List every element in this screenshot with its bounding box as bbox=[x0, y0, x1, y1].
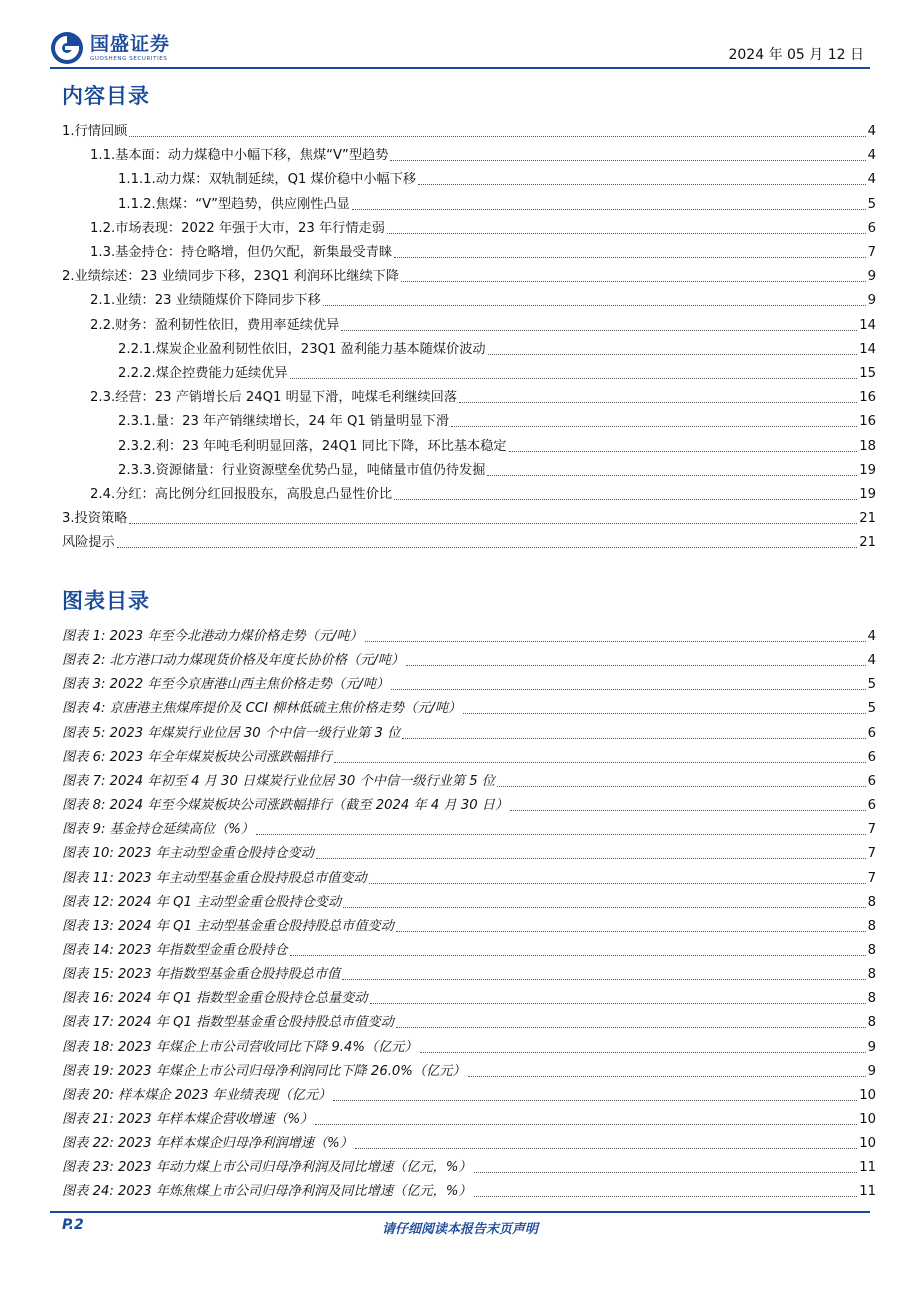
figure-entry-page: 5 bbox=[867, 701, 876, 717]
dot-leader bbox=[474, 1196, 858, 1197]
toc-entry[interactable] bbox=[90, 385, 876, 407]
toc-entry-title: 2.3.3.资源储量：行业资源壁垒优势凸显，吨储量市值仍待发掘 bbox=[118, 462, 486, 478]
toc-entry-title: 2.业绩综述：23 业绩同步下移，23Q1 利润环比继续下降 bbox=[62, 269, 400, 285]
figure-entry[interactable] bbox=[62, 962, 876, 984]
figure-entry[interactable] bbox=[62, 745, 876, 767]
toc-heading: 内容目录 bbox=[62, 84, 150, 108]
figure-entry-title: 图表 9: 基金持仓延续高位（%） bbox=[62, 822, 254, 838]
logo-english-name: GUOSHENG SECURITIES bbox=[90, 56, 168, 62]
figure-entry-page: 9 bbox=[867, 1039, 876, 1055]
toc-entry-title: 2.2.2.煤企控费能力延续优异 bbox=[118, 366, 288, 381]
toc-entry-page: 6 bbox=[867, 220, 876, 236]
figure-entry[interactable] bbox=[62, 866, 876, 888]
figure-entry-page: 6 bbox=[867, 749, 876, 765]
figure-entry-title: 图表 11: 2023 年主动型基金重仓股持股总市值变动 bbox=[62, 870, 367, 886]
figure-entry-title: 图表 18: 2023 年煤企上市公司营收同比下降 9.4%（亿元） bbox=[62, 1039, 418, 1055]
toc-entry-title: 1.1.2.焦煤：“V”型趋势，供应刚性凸显 bbox=[118, 196, 350, 212]
dot-leader bbox=[463, 713, 865, 714]
dot-leader bbox=[451, 426, 857, 427]
figure-entry[interactable] bbox=[62, 648, 876, 670]
dot-leader bbox=[323, 305, 866, 306]
figure-entry[interactable] bbox=[62, 672, 876, 694]
header-divider bbox=[50, 67, 870, 69]
figure-entry-title: 图表 23: 2023 年动力煤上市公司归母净利润及同比增速（亿元，%） bbox=[62, 1160, 472, 1176]
toc-entry[interactable] bbox=[90, 313, 876, 335]
figure-entry[interactable] bbox=[62, 1010, 876, 1032]
toc-entry-page: 21 bbox=[859, 511, 876, 527]
figure-entry[interactable] bbox=[62, 1083, 876, 1105]
dot-leader bbox=[370, 1003, 866, 1004]
figure-entry-page: 9 bbox=[867, 1063, 876, 1079]
figure-entry-title: 图表 22: 2023 年样本煤企归母净利润增速（%） bbox=[62, 1136, 353, 1152]
report-date: 2024 年 05 月 12 日 bbox=[728, 47, 864, 63]
figure-entry-page: 5 bbox=[867, 677, 876, 693]
dot-leader bbox=[394, 257, 866, 258]
toc-entry-title: 2.2.1.煤炭企业盈利韧性依旧，23Q1 盈利能力基本随煤价波动 bbox=[118, 341, 486, 357]
figure-entry-page: 8 bbox=[867, 991, 876, 1007]
figure-entry[interactable] bbox=[62, 1107, 876, 1129]
toc-entry-title: 风险提示 bbox=[62, 535, 115, 551]
figure-entry-title: 图表 10: 2023 年主动型金重仓股持仓变动 bbox=[62, 846, 314, 862]
dot-leader bbox=[316, 858, 866, 859]
figure-entry-page: 7 bbox=[867, 846, 876, 862]
toc-entry-title: 3.投资策略 bbox=[62, 511, 128, 527]
figure-entry-title: 图表 17: 2024 年 Q1 指数型基金重仓股持股总市值变动 bbox=[62, 1015, 394, 1031]
toc-entry[interactable] bbox=[118, 434, 876, 456]
figure-entry-page: 4 bbox=[867, 629, 876, 644]
dot-leader bbox=[497, 786, 866, 787]
toc-entry-page: 5 bbox=[867, 196, 876, 212]
toc-entry-title: 2.3.2.利：23 年吨毛利明显回落，24Q1 同比下降，环比基本稳定 bbox=[118, 438, 507, 454]
figure-entry-title: 图表 3: 2022 年至今京唐港山西主焦价格走势（元/吨） bbox=[62, 677, 390, 693]
figure-entry-title: 图表 1: 2023 年至今北港动力煤价格走势（元/吨） bbox=[62, 629, 363, 644]
figure-entry-title: 图表 7: 2024 年初至 4 月 30 日煤炭行业位居 30 个中信一级行业第 5 位 bbox=[62, 773, 495, 789]
dot-leader bbox=[315, 1124, 857, 1125]
toc-entry-title: 1.2.市场表现：2022 年强于大市，23 年行情走弱 bbox=[90, 220, 385, 236]
toc-entry-page: 19 bbox=[859, 462, 876, 478]
figure-entry-page: 8 bbox=[867, 918, 876, 934]
dot-leader bbox=[365, 641, 866, 642]
figure-entry-page: 6 bbox=[867, 773, 876, 789]
toc-entry-page: 7 bbox=[867, 245, 876, 260]
figure-entry-page: 4 bbox=[867, 653, 876, 669]
toc-entry-title: 2.3.1.量：23 年产销继续增长，24 年 Q1 销量明显下滑 bbox=[118, 414, 450, 430]
figure-entry-page: 8 bbox=[867, 894, 876, 910]
figure-entry[interactable] bbox=[62, 938, 876, 960]
figure-toc-heading: 图表目录 bbox=[62, 589, 150, 613]
figure-entry-page: 6 bbox=[867, 725, 876, 741]
dot-leader bbox=[129, 523, 857, 524]
dot-leader bbox=[290, 378, 858, 379]
figure-entry-page: 10 bbox=[859, 1136, 876, 1152]
dot-leader bbox=[406, 665, 865, 666]
toc-entry-title: 1.1.1.动力煤：双轨制延续，Q1 煤价稳中小幅下移 bbox=[118, 172, 417, 188]
figure-entry-page: 6 bbox=[867, 798, 876, 814]
dot-leader bbox=[333, 1100, 857, 1101]
figure-entry-title: 图表 20: 样本煤企 2023 年业绩表现（亿元） bbox=[62, 1087, 332, 1103]
figure-entry-title: 图表 4: 京唐港主焦煤库提价及 CCI 柳林低硫主焦价格走势（元/吨） bbox=[62, 701, 462, 717]
dot-leader bbox=[342, 979, 865, 980]
toc-entry[interactable] bbox=[118, 167, 876, 189]
toc-entry-page: 9 bbox=[867, 269, 876, 285]
toc-entry-page: 15 bbox=[859, 366, 876, 381]
dot-leader bbox=[468, 1076, 866, 1077]
dot-leader bbox=[402, 738, 865, 739]
dot-leader bbox=[394, 499, 857, 500]
dot-leader bbox=[487, 475, 857, 476]
toc-entry-title: 2.4.分红：高比例分红回报股东，高股息凸显性价比 bbox=[90, 487, 393, 502]
dot-leader bbox=[509, 451, 858, 452]
figure-entry-page: 8 bbox=[867, 967, 876, 983]
dot-leader bbox=[418, 184, 866, 185]
toc-entry-title: 2.2.财务：盈利韧性依旧，费用率延续优异 bbox=[90, 317, 340, 333]
toc-entry[interactable] bbox=[118, 409, 876, 431]
figure-entry-title: 图表 5: 2023 年煤炭行业位居 30 个中信一级行业第 3 位 bbox=[62, 725, 401, 741]
figure-entry-page: 8 bbox=[867, 942, 876, 958]
figure-entry-title: 图表 12: 2024 年 Q1 主动型金重仓股持仓变动 bbox=[62, 894, 342, 910]
toc-entry[interactable] bbox=[62, 119, 876, 141]
dot-leader bbox=[459, 402, 857, 403]
figure-entry-title: 图表 14: 2023 年指数型金重仓股持仓 bbox=[62, 942, 288, 958]
dot-leader bbox=[488, 354, 858, 355]
figure-entry[interactable] bbox=[62, 721, 876, 743]
page-header bbox=[50, 24, 870, 68]
dot-leader bbox=[510, 810, 865, 811]
toc-entry-page: 9 bbox=[867, 293, 876, 309]
dot-leader bbox=[352, 209, 866, 210]
toc-entry-title: 1.1.基本面：动力煤稳中小幅下移，焦煤“V”型趋势 bbox=[90, 148, 389, 164]
guosheng-logo-icon bbox=[50, 31, 84, 65]
toc-entry-title: 2.3.经营：23 产销增长后 24Q1 明显下滑，吨煤毛利继续回落 bbox=[90, 390, 458, 406]
page-number: P.2 bbox=[62, 1217, 84, 1233]
toc-entry-page: 21 bbox=[859, 535, 876, 551]
figure-entry-page: 7 bbox=[867, 822, 876, 838]
figure-entry-title: 图表 24: 2023 年炼焦煤上市公司归母净利润及同比增速（亿元，%） bbox=[62, 1184, 472, 1200]
toc-entry-page: 16 bbox=[859, 414, 876, 430]
toc-entry[interactable] bbox=[62, 264, 876, 286]
toc-entry-page: 19 bbox=[859, 487, 876, 502]
dot-leader bbox=[369, 883, 866, 884]
dot-leader bbox=[355, 1148, 857, 1149]
toc-entry-title: 1.行情回顾 bbox=[62, 124, 128, 139]
dot-leader bbox=[117, 547, 857, 548]
toc-entry-page: 4 bbox=[867, 172, 876, 188]
figure-entry[interactable] bbox=[62, 793, 876, 815]
figure-entry-title: 图表 13: 2024 年 Q1 主动型基金重仓股持股总市值变动 bbox=[62, 918, 394, 934]
figure-entry-page: 11 bbox=[859, 1184, 876, 1200]
toc-entry[interactable] bbox=[90, 240, 876, 262]
figure-entry-page: 7 bbox=[867, 870, 876, 886]
toc-entry[interactable] bbox=[90, 482, 876, 504]
figure-entry[interactable] bbox=[62, 890, 876, 912]
toc-entry-page: 4 bbox=[867, 124, 876, 139]
dot-leader bbox=[129, 136, 865, 137]
figure-entry[interactable] bbox=[62, 1131, 876, 1153]
dot-leader bbox=[401, 281, 866, 282]
figure-entry-page: 8 bbox=[867, 1015, 876, 1031]
toc-entry[interactable] bbox=[118, 337, 876, 359]
figure-entry[interactable] bbox=[62, 769, 876, 791]
figure-entry[interactable] bbox=[62, 1059, 876, 1081]
dot-leader bbox=[396, 1027, 866, 1028]
figure-entry[interactable] bbox=[62, 1035, 876, 1057]
figure-entry-title: 图表 16: 2024 年 Q1 指数型金重仓股持仓总量变动 bbox=[62, 991, 368, 1007]
figure-entry[interactable] bbox=[62, 1155, 876, 1177]
dot-leader bbox=[420, 1052, 866, 1053]
toc-entry[interactable] bbox=[118, 458, 876, 480]
figure-entry-title: 图表 19: 2023 年煤企上市公司归母净利润同比下降 26.0%（亿元） bbox=[62, 1063, 466, 1079]
figure-entry-title: 图表 2: 北方港口动力煤现货价格及年度长协价格（元/吨） bbox=[62, 653, 405, 669]
figure-entry-title: 图表 21: 2023 年样本煤企营收增速（%） bbox=[62, 1112, 314, 1127]
figure-entry-page: 10 bbox=[859, 1087, 876, 1103]
disclaimer-note: 请仔细阅读本报告末页声明 bbox=[381, 1222, 538, 1237]
toc-entry-page: 14 bbox=[859, 317, 876, 333]
dot-leader bbox=[391, 689, 865, 690]
figure-entry[interactable] bbox=[62, 624, 876, 646]
dot-leader bbox=[290, 955, 866, 956]
figure-entry-page: 10 bbox=[859, 1112, 876, 1127]
figure-entry[interactable] bbox=[62, 914, 876, 936]
toc-entry-page: 14 bbox=[859, 341, 876, 357]
logo-chinese-name: 国盛证券 bbox=[90, 33, 171, 55]
toc-entry[interactable] bbox=[90, 216, 876, 238]
footer-divider bbox=[50, 1211, 870, 1213]
toc-entry[interactable] bbox=[90, 143, 876, 165]
figure-entry-title: 图表 8: 2024 年至今煤炭板块公司涨跌幅排行（截至 2024 年 4 月 30 日） bbox=[62, 798, 509, 814]
figure-entry-title: 图表 15: 2023 年指数型基金重仓股持股总市值 bbox=[62, 967, 341, 983]
toc-entry[interactable] bbox=[90, 288, 876, 310]
toc-entry[interactable] bbox=[118, 361, 876, 383]
figure-entry[interactable] bbox=[62, 841, 876, 863]
dot-leader bbox=[474, 1172, 858, 1173]
figure-entry[interactable] bbox=[62, 696, 876, 718]
dot-leader bbox=[334, 762, 866, 763]
figure-entry[interactable] bbox=[62, 1179, 876, 1201]
dot-leader bbox=[390, 160, 865, 161]
toc-entry-title: 2.1.业绩：23 业绩随煤价下降同步下移 bbox=[90, 293, 321, 309]
figure-entry[interactable] bbox=[62, 986, 876, 1008]
toc-entry[interactable] bbox=[118, 192, 876, 214]
figure-entry-page: 11 bbox=[859, 1160, 876, 1176]
toc-entry-page: 18 bbox=[859, 438, 876, 454]
dot-leader bbox=[343, 907, 865, 908]
dot-leader bbox=[256, 834, 866, 835]
toc-entry-page: 16 bbox=[859, 390, 876, 406]
toc-entry-page: 4 bbox=[867, 148, 876, 164]
figure-entry-title: 图表 6: 2023 年全年煤炭板块公司涨跌幅排行 bbox=[62, 749, 332, 765]
dot-leader bbox=[387, 233, 866, 234]
dot-leader bbox=[396, 931, 866, 932]
toc-entry-title: 1.3.基金持仓：持仓略增，但仍欠配，新集最受青睐 bbox=[90, 245, 393, 260]
toc-entry[interactable] bbox=[62, 506, 876, 528]
toc-entry[interactable] bbox=[62, 530, 876, 552]
dot-leader bbox=[341, 330, 857, 331]
company-logo bbox=[50, 30, 170, 66]
figure-entry[interactable] bbox=[62, 817, 876, 839]
